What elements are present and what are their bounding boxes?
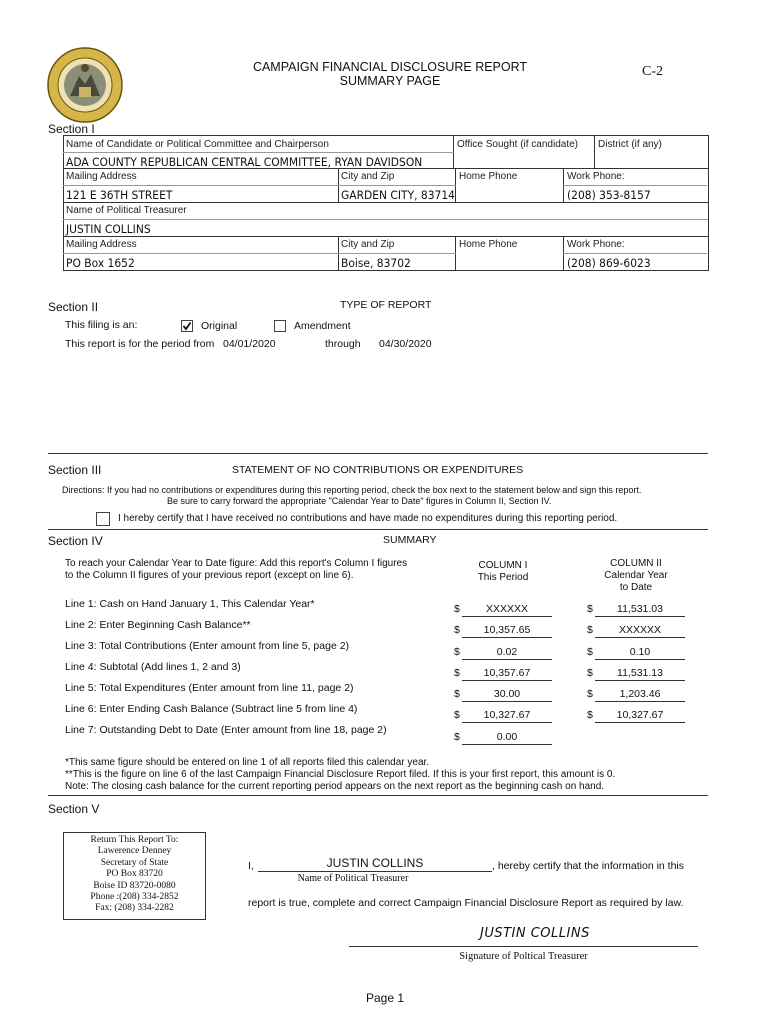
- line-4-label: Line 4: Subtotal (Add lines 1, 2 and 3): [65, 661, 241, 673]
- footnote-1: *This same figure should be entered on line 1 of all reports filed this calendar year.: [65, 757, 430, 768]
- line-1-col1-dollar: $: [454, 603, 460, 615]
- summary-title: SUMMARY: [383, 534, 437, 546]
- original-checkbox[interactable]: [181, 320, 193, 332]
- column-2-title: COLUMN II: [610, 558, 662, 569]
- line-2-col1-field[interactable]: 10,357.65: [462, 624, 552, 638]
- line-7-col1-dollar: $: [454, 731, 460, 743]
- original-label: Original: [201, 320, 238, 332]
- line-2-col2-dollar: $: [587, 624, 593, 636]
- line-6-col1-field[interactable]: 10,327.67: [462, 709, 552, 723]
- summary-intro-1: To reach your Calendar Year to Date figure: Add this report's Column I figures: [65, 558, 408, 569]
- filing-is-label: This filing is an:: [65, 319, 138, 331]
- section-1-label: Section I: [48, 122, 95, 136]
- column-2-subtitle: Calendar Year: [604, 570, 668, 581]
- amendment-checkbox[interactable]: [274, 320, 286, 332]
- mailing-address-field[interactable]: 121 E 36TH STREET: [66, 188, 173, 202]
- line-3-col2-dollar: $: [587, 646, 593, 658]
- office-sought-label: Office Sought (if candidate): [457, 139, 578, 150]
- section-4-label: Section IV: [48, 534, 103, 548]
- return-line: Return This Report To:: [90, 835, 179, 845]
- committee-name-field[interactable]: ADA COUNTY REPUBLICAN CENTRAL COMMITTEE, RYAN DAVIDSON: [66, 155, 423, 169]
- type-of-report-title: TYPE OF REPORT: [340, 299, 432, 311]
- period-to-field[interactable]: 04/30/2020: [379, 338, 432, 350]
- amendment-label: Amendment: [294, 320, 351, 332]
- work-phone-label: Work Phone:: [567, 171, 625, 182]
- return-line: Lawerence Denney: [97, 846, 172, 857]
- line-6-col1-dollar: $: [454, 709, 460, 721]
- treasurer-label: Name of Political Treasurer: [66, 205, 187, 216]
- line-2-col2-field[interactable]: XXXXXX: [595, 624, 685, 638]
- signature-caption: Signature of Poltical Treasurer: [459, 951, 588, 962]
- line-2-label: Line 2: Enter Beginning Cash Balance**: [65, 619, 251, 631]
- form-code: C-2: [642, 64, 663, 79]
- section-3-label: Section III: [48, 463, 102, 477]
- certify-prefix: I,: [248, 860, 254, 872]
- return-line: Phone :(208) 334-2852: [90, 892, 179, 903]
- line-6-col2-dollar: $: [587, 709, 593, 721]
- line-6-label: Line 6: Enter Ending Cash Balance (Subtract line 5 from line 4): [65, 703, 358, 715]
- line-5-col1-dollar: $: [454, 688, 460, 700]
- report-title: CAMPAIGN FINANCIAL DISCLOSURE REPORT: [252, 60, 528, 74]
- through-label: through: [325, 338, 361, 350]
- district-label: District (if any): [598, 139, 662, 150]
- treasurer-mailing-field[interactable]: PO Box 1652: [66, 256, 135, 270]
- line-2-col1-dollar: $: [454, 624, 460, 636]
- home-phone-label: Home Phone: [459, 171, 518, 182]
- footnote-2: **This is the figure on line 6 of the last Campaign Financial Disclosure Report filed. If this is your first report, this amount is 0.: [65, 769, 616, 780]
- treasurer-mailing-label: Mailing Address: [66, 239, 137, 250]
- column-2-header: [586, 558, 686, 594]
- treasurer-home-phone-label: Home Phone: [459, 239, 518, 250]
- return-line: Fax: (208) 334-2282: [95, 903, 174, 914]
- line-1-col2-field[interactable]: 11,531.03: [595, 603, 685, 617]
- column-1-title: COLUMN I: [478, 560, 528, 571]
- name-caption: Name of Political Treasurer: [297, 873, 409, 884]
- period-label: This report is for the period from: [65, 338, 215, 350]
- line-3-label: Line 3: Total Contributions (Enter amount from line 5, page 2): [65, 640, 350, 652]
- column-2-subtitle-2: to Date: [619, 582, 653, 593]
- line-7-label: Line 7: Outstanding Debt to Date (Enter amount from line 18, page 2): [65, 724, 387, 736]
- line-3-col1-field[interactable]: 0.02: [462, 646, 552, 660]
- column-1-header: [453, 560, 553, 584]
- section-5-rule: [48, 795, 708, 796]
- line-3-col2-field[interactable]: 0.10: [595, 646, 685, 660]
- certify-name-field[interactable]: JUSTIN COLLINS: [258, 856, 492, 872]
- state-seal: [46, 46, 124, 124]
- line-5-label: Line 5: Total Expenditures (Enter amount from line 11, page 2): [65, 682, 354, 694]
- section-3-rule: [48, 453, 708, 454]
- treasurer-work-phone-field[interactable]: (208) 869-6023: [567, 256, 651, 270]
- city-zip-label: City and Zip: [341, 171, 395, 182]
- line-7-col1-field[interactable]: 0.00: [462, 731, 552, 745]
- line-1-label: Line 1: Cash on Hand January 1, This Calendar Year*: [65, 598, 315, 610]
- return-line: Secretary of State: [100, 857, 169, 868]
- treasurer-city-label: City and Zip: [341, 239, 395, 250]
- report-subtitle: SUMMARY PAGE: [339, 74, 441, 88]
- return-address-box: [63, 832, 206, 920]
- return-line: Boise ID 83720-0080: [93, 880, 176, 891]
- footnote-3: Note: The closing cash balance for the current reporting period appears on the next report as the beginning cash on hand.: [65, 781, 605, 792]
- treasurer-name-field[interactable]: JUSTIN COLLINS: [66, 222, 151, 236]
- name-label: Name of Candidate or Political Committee and Chairperson: [66, 139, 329, 150]
- treasurer-city-field[interactable]: Boise, 83702: [341, 256, 411, 270]
- line-5-col2-dollar: $: [587, 688, 593, 700]
- certify-suffix: , hereby certify that the information in this: [492, 860, 685, 872]
- period-from-field[interactable]: 04/01/2020: [223, 338, 276, 350]
- page-number: Page 1: [365, 991, 405, 1005]
- line-4-col2-field[interactable]: 11,531.13: [595, 667, 685, 681]
- directions-line-2: Be sure to carry forward the appropriate "Calendar Year to Date" figures in Column II, Section IV.: [167, 496, 552, 506]
- section-2-label: Section II: [48, 300, 99, 314]
- directions-line-1: Directions: If you had no contributions or expenditures during this reporting period, check the box next to the statement below and sign this report.: [62, 485, 642, 495]
- signature-line: [349, 946, 698, 947]
- mailing-address-label: Mailing Address: [66, 171, 137, 182]
- line-4-col1-dollar: $: [454, 667, 460, 679]
- line-4-col1-field[interactable]: 10,357.67: [462, 667, 552, 681]
- city-zip-field[interactable]: GARDEN CITY, 83714: [341, 188, 455, 202]
- checkmark-icon: [182, 321, 192, 331]
- certify-line-2: report is true, complete and correct Campaign Financial Disclosure Report as required by law.: [248, 897, 684, 909]
- line-1-col2-dollar: $: [587, 603, 593, 615]
- line-5-col1-field[interactable]: 30.00: [462, 688, 552, 702]
- column-1-subtitle: This Period: [477, 572, 529, 583]
- section-3-title: STATEMENT OF NO CONTRIBUTIONS OR EXPENDITURES: [232, 464, 524, 476]
- section-4-rule: [48, 529, 708, 530]
- line-5-col2-field[interactable]: 1,203.46: [595, 688, 685, 702]
- return-line: PO Box 83720: [106, 869, 163, 880]
- section-5-label: Section V: [48, 802, 100, 816]
- signature[interactable]: JUSTIN COLLINS: [480, 926, 590, 941]
- line-3-col1-dollar: $: [454, 646, 460, 658]
- work-phone-field[interactable]: (208) 353-8157: [567, 188, 651, 202]
- no-activity-certify-text: I hereby certify that I have received no contributions and have made no expenditures during this reporting period.: [118, 513, 618, 524]
- line-1-col1-field[interactable]: XXXXXX: [462, 603, 552, 617]
- summary-intro-2: to the Column II figures of your previous report (except on line 6).: [65, 570, 354, 581]
- treasurer-work-phone-label: Work Phone:: [567, 239, 625, 250]
- line-6-col2-field[interactable]: 10,327.67: [595, 709, 685, 723]
- no-activity-checkbox[interactable]: [96, 512, 110, 526]
- line-4-col2-dollar: $: [587, 667, 593, 679]
